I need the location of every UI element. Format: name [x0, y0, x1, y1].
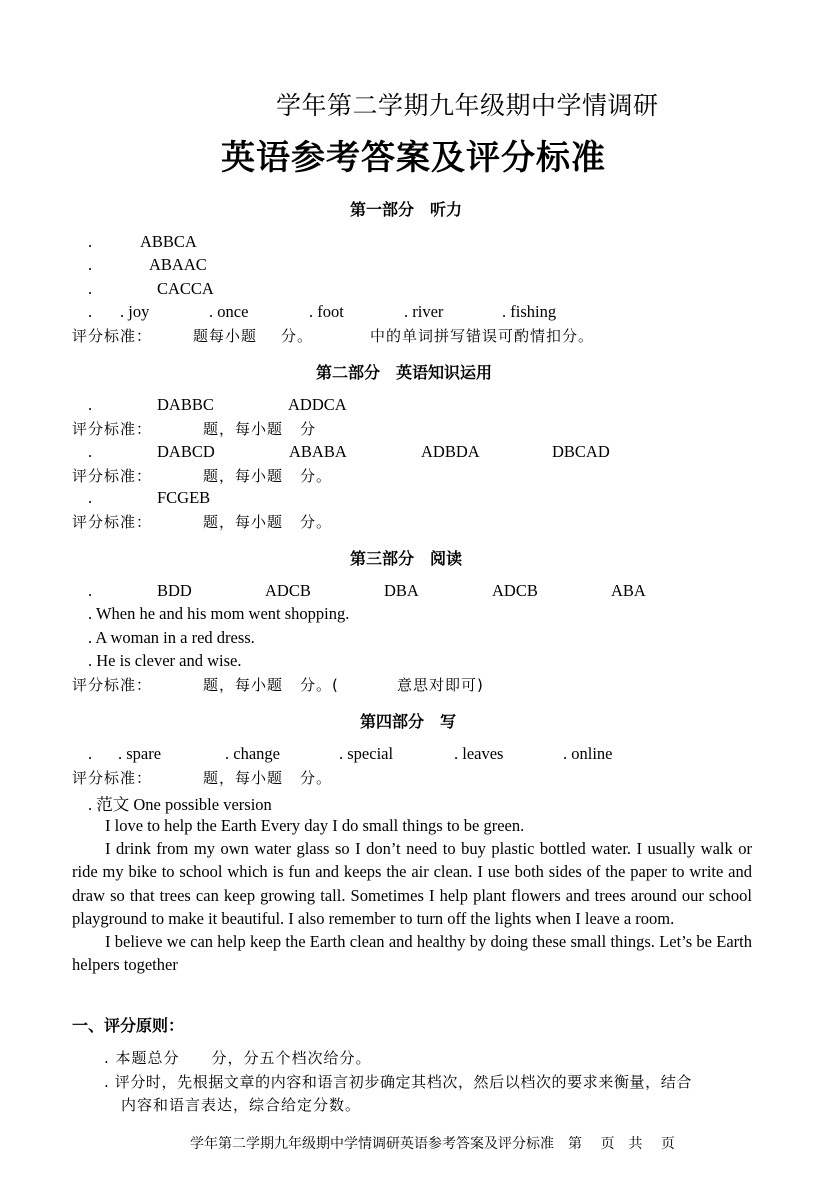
part2-score1-label: 评分标准： [72, 420, 153, 438]
part2-row2-ans4: DBCAD [552, 442, 610, 461]
part3-row1-ans3: DBA [384, 581, 419, 600]
part2-score3-text-a: 题，每小题 [203, 513, 284, 531]
part1-word-2: . once [209, 302, 249, 321]
part3-short-answer-2: . A woman in a red dress. [88, 628, 255, 647]
document-subtitle: 学年第二学期九年级期中学情调研 [276, 93, 659, 120]
part3-heading: 第三部分 阅读 [350, 549, 463, 568]
part2-score2-label: 评分标准： [72, 467, 153, 485]
part3-row1-ans2: ADCB [265, 581, 311, 600]
part4-score-text-b: 分。 [300, 769, 333, 787]
essay-paragraph-1: I love to help the Earth Every day I do small things to be green. [105, 816, 525, 835]
part4-word-2: . change [225, 744, 280, 763]
part2-score1-text-b: 分 [300, 420, 317, 438]
part4-row1-dot: . [88, 744, 93, 763]
part1-word-5: . fishing [502, 302, 557, 321]
part1-heading: 第一部分 听力 [350, 200, 463, 219]
part2-row2-ans3: ADBDA [421, 442, 480, 461]
part3-row1-dot: . [88, 581, 93, 600]
part3-row1-ans5: ABA [611, 581, 646, 600]
part2-row1-ans2: ADDCA [288, 395, 347, 414]
part2-heading: 第二部分 英语知识运用 [316, 363, 493, 382]
part1-score-label: 评分标准： [72, 327, 153, 345]
part2-score3-text-b: 分。 [300, 513, 333, 531]
principles-heading: 一、评分原则： [72, 1016, 185, 1035]
part3-short-answer-1: . When he and his mom went shopping. [88, 604, 350, 623]
part4-word-5: . online [563, 744, 613, 763]
part4-score-text-a: 题，每小题 [203, 769, 284, 787]
principle-item-2: . 评分时，先根据文章的内容和语言初步确定其档次，然后以档次的要求来衡量，结合 [104, 1073, 692, 1091]
part2-row2-dot: . [88, 442, 93, 461]
part3-score-label: 评分标准： [72, 676, 153, 694]
part3-score-text-a: 题，每小题 [203, 676, 284, 694]
part4-word-4: . leaves [454, 744, 504, 763]
part1-word-3: . foot [309, 302, 344, 321]
principle-item-1: . 本题总分 分，分五个档次给分。 [104, 1049, 372, 1067]
document-title: 英语参考答案及评分标准 [221, 138, 606, 178]
part2-score3-label: 评分标准： [72, 513, 153, 531]
part1-score-text-c: 中的单词拼写错误可酌情扣分。 [370, 327, 595, 345]
part1-row2-dot: . [88, 255, 93, 274]
part4-heading: 第四部分 写 [360, 712, 457, 731]
part2-row2-ans1: DABCD [157, 442, 215, 461]
part3-row1-ans4: ADCB [492, 581, 538, 600]
part3-row1-ans1: BDD [157, 581, 192, 600]
part2-row1-dot: . [88, 395, 93, 414]
part1-row3-answers: CACCA [157, 279, 214, 298]
part3-score-text-c: 意思对即可) [397, 676, 484, 694]
part2-row3-ans1: FCGEB [157, 488, 211, 507]
part1-row1-dot: . [88, 232, 93, 251]
part1-score-text-b: 分。 [281, 327, 314, 345]
part1-row3-dot: . [88, 279, 93, 298]
part2-score2-text-b: 分。 [300, 467, 333, 485]
part4-word-3: . special [339, 744, 394, 763]
essay-heading: . 范文 One possible version [88, 795, 272, 814]
part2-row1-ans1: DABBC [157, 395, 214, 414]
part2-row2-ans2: ABABA [289, 442, 347, 461]
part1-score-text-a: 题每小题 [193, 327, 258, 345]
page-footer: 学年第二学期九年级期中学情调研英语参考答案及评分标准 第 页 共 页 [190, 1136, 675, 1152]
principle-item-2-continued: 内容和语言表达，综合给定分数。 [121, 1096, 362, 1114]
part1-row1-answers: ABBCA [140, 232, 197, 251]
part4-score-label: 评分标准： [72, 769, 153, 787]
essay-paragraph-2: I drink from my own water glass so I don’t need to buy plastic bottled water. I usually walk or ride my bike to school which is fun and keeps the air clean. I use both sides of the paper to write and draw so that trees can keep growing tall. Sometimes I help plant flowers and trees around our school playground to make it beautiful. I also remember to turn off the lights when I leave a room. [72, 839, 752, 928]
part1-row4-dot: . [88, 302, 93, 321]
part2-row3-dot: . [88, 488, 93, 507]
part3-short-answer-3: . He is clever and wise. [88, 651, 242, 670]
part1-word-1: . joy [120, 302, 150, 321]
part2-score2-text-a: 题，每小题 [203, 467, 284, 485]
part4-word-1: . spare [118, 744, 162, 763]
part3-score-text-b: 分。( [300, 676, 339, 694]
essay-paragraph-3: I believe we can help keep the Earth clean and healthy by doing these small things. Let’s be Earth helpers together [72, 932, 752, 975]
model-essay [72, 814, 752, 976]
part2-score1-text-a: 题，每小题 [203, 420, 284, 438]
part1-row2-answers: ABAAC [149, 255, 207, 274]
part1-word-4: . river [404, 302, 444, 321]
